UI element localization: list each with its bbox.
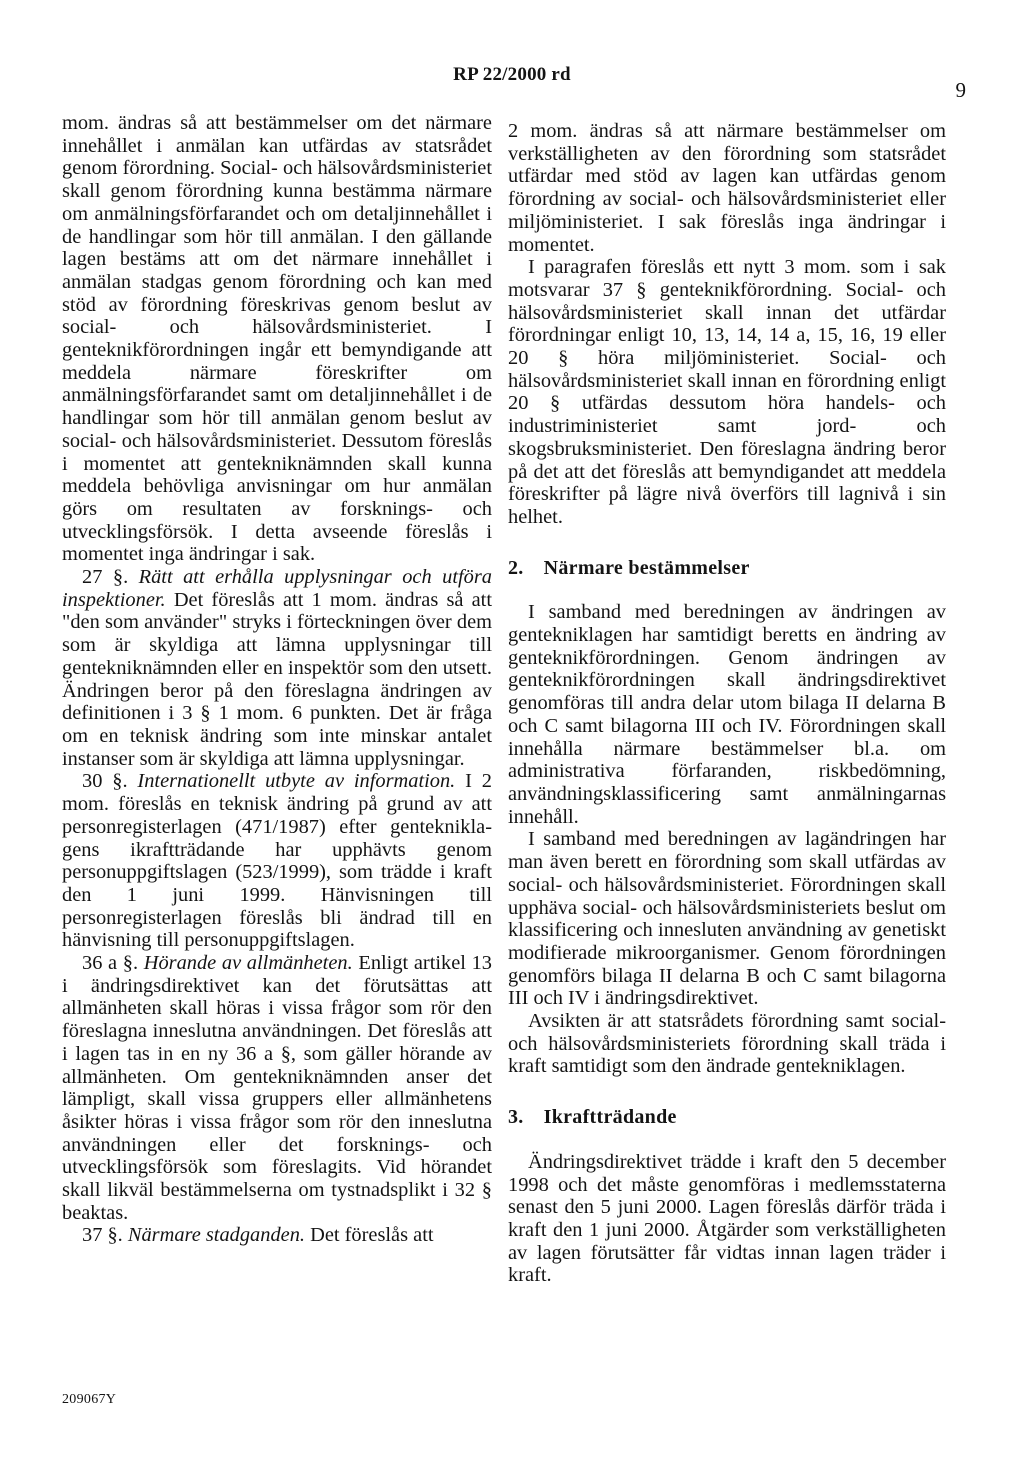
paragraph-body: Det föreslås att [310,1224,434,1247]
paragraph: mom. ändras så att bestämmelser om det närmare innehållet i anmälan kan utfärdas av statsrådet genom förordning. Social- och hälsovårdsministeriet skall genom förordning kunna bestämma närmare om anmälningsförfarandet och om detaljinnehållet i de handlingar som hör till anmälan. I den gällande lagen bestäms att om det närmare innehållet i anmälan stadgas genom förordning och kan med stöd av förordning föreskrivas genom beslut av social- och hälsovårdsministeriet. I genteknikförordningen ingår ett bemyndigande att meddela närmare föreskrifter om anmälningsförfarandet samt om detaljinnehållet i de handlingar som hör till anmälan genom beslut av social- och hälsovårdsministeriet. Dessutom föreslås i momentet att gentekniknämnden skall kunna meddela behövliga anvisningar om hur anmälan görs om resultaten av forsknings- och utvecklingsförsök. I detta avseende föreslås i momentet inga ändringar i sak. [62,112,492,566]
paragraph-body: Enligt artikel 13 i ändringsdirektivet kan det förutsättas att allmänheten skall höras i vissa frågor som rör den föreslagna inneslutna användningen. Det föreslås att i lagen tas in en ny 36 a §, som gäller hörande av allmänheten. Om gentekniknämnden anser det lämpligt, skall vissa gruppers eller allmänhetens åsikter höras i vissa frågor som rör den inneslutna användningen eller det forsknings- och utvecklingsförsök som föreslagits. Vid hörandet skall likväl bestämmelserna om tystnadsplikt i 32 § beaktas. [62,952,492,1224]
paragraph-37 [62,1224,492,1247]
paragraph: 2 mom. ändras så att närmare bestämmelser om verkställigheten av den förordning som statsrådet utfärdar med stöd av lagen kan utfärdas genom förordning av social- och hälsovårdsministeriet eller miljöministeriet. I sak föreslås inga ändringar i momentet. [508,120,946,256]
paragraph-27 [62,566,492,770]
paragraph-30 [62,770,492,952]
paragraph: Ändringsdirektivet trädde i kraft den 5 december 1998 och det måste genomföras i medlemsstaterna senast den 5 juni 2000. Lagen föreslås därför träda i kraft den 1 juni 2000. Åtgärder som verkställigheten av lagen förutsätter får vidtas innan lagen träder i kraft. [508,1150,946,1287]
document-header: RP 22/2000 rd [453,64,571,85]
section-heading-text: Närmare bestämmelser [543,556,750,579]
right-column [508,120,946,1287]
section-heading-2 [508,557,946,580]
paragraph: I samband med beredningen av ändringen av gentekniklagen har samtidigt beretts en ändring av genteknikförordningen. Genom ändringen av genteknikförordningen skall ändringsdirektivet genomföras till andra delar utom bilaga II delarna B och C samt bilagorna III och IV. Förordningen skall innehålla närmare bestämmelser bl.a. om administrativa förfaranden, riskbedömning, användningsklassificering samt anmälningarnas innehåll. [508,601,946,828]
section-ref: 36 a §. [82,952,139,975]
section-heading-text: Ikraftträdande [543,1106,677,1129]
paragraph: I paragrafen föreslås ett nytt 3 mom. som i sak motsvarar 37 § genteknikförordning. Social- och hälsovårdsministeriet skall innan det utfärdar förordningar enligt 10, 13, 14, 14 a, 15, 16, 19 eller 20 § höra miljöministeriet. Social- och hälsovårdsministeriet skall innan en förordning enligt 20 § utfärdas dessutom höra handels- och industriministeriet samt jord- och skogsbruksministeriet. Den föreslagna ändring beror på det att det föreslås att bemyndigandet att meddela föreskrifter på lägre nivå överförs till lagnivå i sin helhet. [508,256,946,528]
paragraph-36a [62,952,492,1224]
paragraph: Avsikten är att statsrådets förordning samt social- och hälsovårdsministeriets förordning skall träda i kraft samtidigt som den ändrade gentekniklagen. [508,1010,946,1078]
paragraph: I samband med beredningen av lagändringen har man även berett en förordning som skall utfärdas av social- och hälsovårdsministeriet. Förordningen skall upphäva social- och hälsovårdsministeriets beslut om klassificering och innesluten användning av genetiskt modifierade mikroorganismer. Genom förordningen genomförs bilaga II delarna B och C samt bilagorna III och IV i ändringsdirektivet. [508,828,946,1010]
section-title: Rätt att erhålla upplysningar och utföra inspektioner. [62,566,492,611]
paragraph-body: Det föreslås att 1 mom. ändras så att "den som använder" stryks i förteckningen över dem som är skyldiga att lämna upplysningar till gentekniknämnden eller en inspektör som den utsett. Ändringen beror på den föreslagna ändringen av definitionen i 3 § 1 mom. 6 punkten. Det är fråga om en teknisk ändring som inte minskar antalet instanser som är skyldiga att lämna upplysningar. [62,588,492,770]
section-ref: 30 §. [82,770,128,793]
section-title: Närmare stadganden. [127,1224,305,1247]
section-heading-3 [508,1106,946,1129]
section-ref: 27 §. [82,566,129,589]
footer-code: 209067Y [62,1392,117,1407]
paragraph-body: I 2 mom. föreslås en teknisk ändring på grund av att personregisterlagen (471/1987) efter gentekniklagens ikraftträdande har upphävts genom personuppgiftslagen (523/1999), som trädde i kraft den 1 juni 1999. Hänvisningen till personregisterlagen föreslås bli ändrad till en hänvisning till personuppgiftslagen. [62,770,492,952]
page-number: 9 [955,78,966,102]
section-number: 2. [508,556,524,579]
section-ref: 37 §. [82,1224,123,1247]
left-column [62,112,492,1247]
section-number: 3. [508,1106,524,1129]
section-title: Internationellt utbyte av information. [137,770,456,793]
section-title: Hörande av allmänheten. [143,952,353,975]
